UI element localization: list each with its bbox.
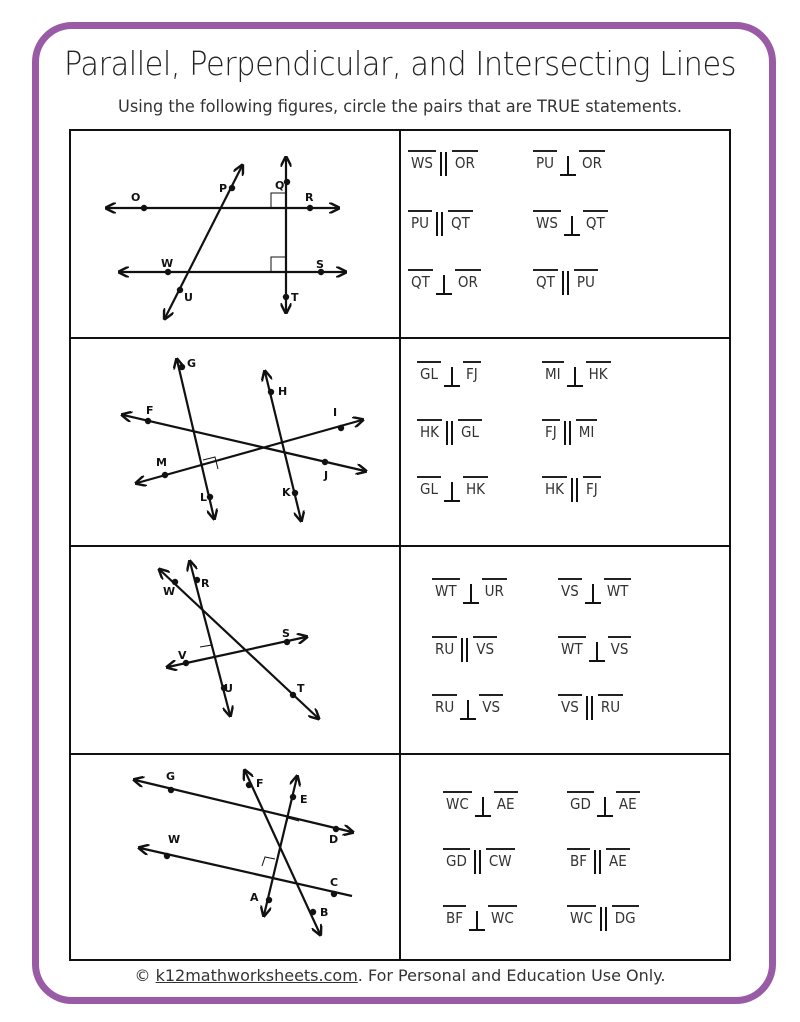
right-angle-mark xyxy=(262,857,275,866)
segment-a: HK xyxy=(417,419,442,441)
statement[interactable] xyxy=(542,419,597,445)
statement[interactable] xyxy=(443,791,518,817)
label-F: F xyxy=(146,404,154,417)
statement[interactable] xyxy=(417,476,488,502)
segment-b: OR xyxy=(452,150,478,172)
label-R: R xyxy=(305,191,314,204)
line-GD xyxy=(135,780,352,832)
segment-a: MI xyxy=(542,361,564,383)
label-U: U xyxy=(184,291,193,304)
label-W: W xyxy=(161,257,174,270)
statement[interactable] xyxy=(533,269,598,295)
parallel-symbol-icon xyxy=(435,212,445,236)
segment-b: QT xyxy=(448,210,473,232)
label-A: A xyxy=(250,891,259,904)
segment-b: AE xyxy=(606,848,630,870)
statement[interactable] xyxy=(533,210,608,236)
perpendicular-symbol-icon xyxy=(567,367,583,387)
segment-a: WT xyxy=(558,636,586,658)
line-MI xyxy=(137,420,362,483)
label-S: S xyxy=(282,627,290,640)
segment-b: WC xyxy=(488,905,517,927)
statement[interactable] xyxy=(417,419,482,445)
label-F: F xyxy=(256,777,264,790)
label-J: J xyxy=(324,469,329,482)
line-WC xyxy=(140,848,352,896)
segment-a: QT xyxy=(408,269,433,291)
label-G: G xyxy=(166,770,176,783)
segment-b: FJ xyxy=(583,476,601,498)
parallel-symbol-icon xyxy=(563,421,573,445)
segment-b: DG xyxy=(612,905,639,927)
segment-b: UR xyxy=(482,578,507,600)
parallel-symbol-icon xyxy=(599,907,609,931)
parallel-symbol-icon xyxy=(585,696,595,720)
copyright-symbol: © xyxy=(134,966,151,985)
segment-a: WC xyxy=(567,905,596,927)
segment-a: VS xyxy=(558,578,582,600)
statement[interactable] xyxy=(542,361,611,387)
segment-a: GL xyxy=(417,476,441,498)
statement[interactable] xyxy=(533,150,605,176)
parallel-symbol-icon xyxy=(561,271,571,295)
label-S: S xyxy=(316,258,324,271)
segment-b: QT xyxy=(583,210,608,232)
perpendicular-symbol-icon xyxy=(597,797,613,817)
segment-a: WT xyxy=(432,578,460,600)
statement[interactable] xyxy=(408,150,478,176)
perpendicular-symbol-icon xyxy=(585,584,601,604)
segment-b: WT xyxy=(604,578,632,600)
segment-b: GL xyxy=(458,419,482,441)
site-link[interactable]: k12mathworksheets.com xyxy=(155,966,358,985)
segment-a: WS xyxy=(408,150,436,172)
page-title: Parallel, Perpendicular, and Intersecting Lines xyxy=(63,44,737,83)
label-V: V xyxy=(178,649,187,662)
segment-a: GD xyxy=(443,848,470,870)
perpendicular-symbol-icon xyxy=(564,216,580,236)
parallel-symbol-icon xyxy=(439,152,449,176)
statement[interactable] xyxy=(417,361,481,387)
footer xyxy=(0,966,800,985)
segment-b: OR xyxy=(455,269,481,291)
segment-a: QT xyxy=(533,269,558,291)
segment-a: BF xyxy=(567,848,590,870)
statement[interactable] xyxy=(558,636,631,662)
right-angle-mark xyxy=(271,257,286,272)
segment-b: HK xyxy=(586,361,611,383)
segment-b: AE xyxy=(616,791,640,813)
line-FB xyxy=(245,771,320,934)
statement[interactable] xyxy=(558,578,631,604)
label-C: C xyxy=(330,876,339,889)
statement[interactable] xyxy=(542,476,601,502)
segment-b: PU xyxy=(574,269,598,291)
segment-b: VS xyxy=(473,636,497,658)
statement[interactable] xyxy=(408,269,481,295)
label-E: E xyxy=(300,793,308,806)
segment-a: GL xyxy=(417,361,441,383)
point-labels xyxy=(131,179,338,919)
statement[interactable] xyxy=(567,848,630,874)
segment-b: CW xyxy=(486,848,515,870)
segment-a: FJ xyxy=(542,419,560,441)
label-U: U xyxy=(224,682,233,695)
segment-b: RU xyxy=(598,694,623,716)
label-G: G xyxy=(187,357,197,370)
label-P: P xyxy=(219,182,228,195)
statement[interactable] xyxy=(408,210,473,236)
statement[interactable] xyxy=(443,905,517,931)
segment-b: HK xyxy=(463,476,488,498)
parallel-symbol-icon xyxy=(460,638,470,662)
statement[interactable] xyxy=(432,578,507,604)
label-D: D xyxy=(329,833,339,846)
segment-b: VS xyxy=(608,636,632,658)
segment-a: RU xyxy=(432,636,457,658)
parallel-symbol-icon xyxy=(593,850,603,874)
label-Q: Q xyxy=(275,179,285,192)
perpendicular-symbol-icon xyxy=(469,911,485,931)
perpendicular-symbol-icon xyxy=(589,642,605,662)
label-H: H xyxy=(278,385,288,398)
label-W: W xyxy=(168,833,181,846)
perpendicular-symbol-icon xyxy=(460,700,476,720)
perpendicular-symbol-icon xyxy=(475,797,491,817)
perpendicular-symbol-icon xyxy=(444,367,460,387)
statement[interactable] xyxy=(567,905,639,931)
statement[interactable] xyxy=(443,848,515,874)
label-T: T xyxy=(291,291,299,304)
segment-a: BF xyxy=(443,905,466,927)
segment-b: AE xyxy=(494,791,518,813)
segment-b: FJ xyxy=(463,361,481,383)
label-I: I xyxy=(333,406,338,419)
label-M: M xyxy=(156,456,167,469)
segment-b: VS xyxy=(479,694,503,716)
label-K: K xyxy=(282,486,291,499)
statement[interactable] xyxy=(432,694,503,720)
segment-b: OR xyxy=(579,150,605,172)
label-R: R xyxy=(201,577,210,590)
statement[interactable] xyxy=(558,694,623,720)
footer-text: . For Personal and Education Use Only. xyxy=(357,966,666,985)
segment-a: PU xyxy=(533,150,557,172)
right-angle-mark xyxy=(271,193,286,208)
perpendicular-symbol-icon xyxy=(463,584,479,604)
statement[interactable] xyxy=(432,636,497,662)
perpendicular-symbol-icon xyxy=(436,275,452,295)
segment-a: HK xyxy=(542,476,567,498)
statement[interactable] xyxy=(567,791,640,817)
segment-a: WC xyxy=(443,791,472,813)
segment-a: WS xyxy=(533,210,561,232)
instructions: Using the following figures, circle the pairs that are TRUE statements. xyxy=(118,97,682,117)
parallel-symbol-icon xyxy=(473,850,483,874)
segment-b: MI xyxy=(576,419,598,441)
perpendicular-symbol-icon xyxy=(560,156,576,176)
figure-2 xyxy=(123,360,365,520)
parallel-symbol-icon xyxy=(445,421,455,445)
parallel-symbol-icon xyxy=(570,478,580,502)
label-O: O xyxy=(131,191,141,204)
segment-a: PU xyxy=(408,210,432,232)
label-T: T xyxy=(297,682,305,695)
segment-a: VS xyxy=(558,694,582,716)
label-B: B xyxy=(320,906,329,919)
segment-a: GD xyxy=(567,791,594,813)
perpendicular-symbol-icon xyxy=(444,482,460,502)
label-L: L xyxy=(200,491,208,504)
segment-a: RU xyxy=(432,694,457,716)
label-W: W xyxy=(163,585,176,598)
